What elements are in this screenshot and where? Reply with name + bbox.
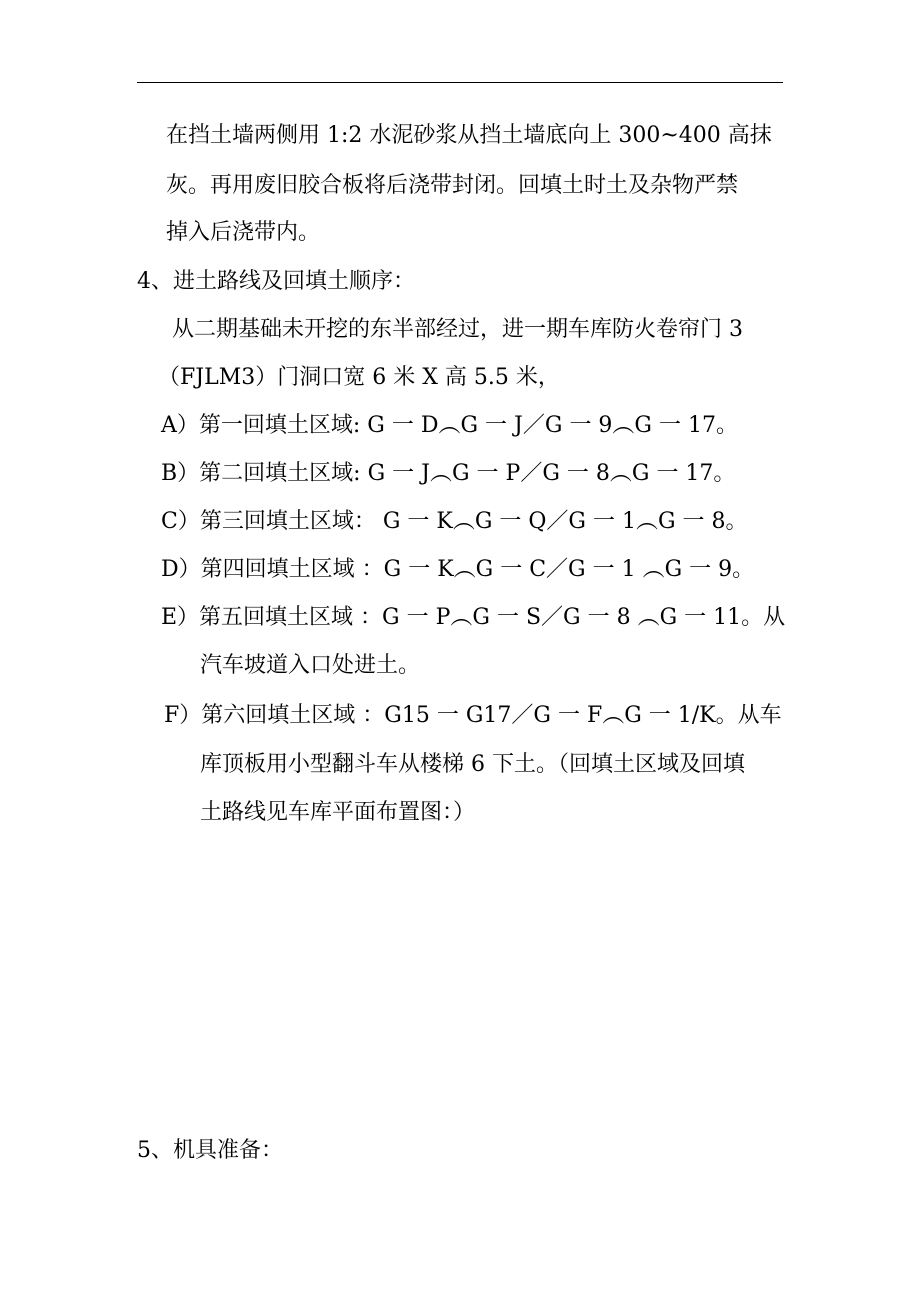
backfill-zone-f-continuation-2: 土路线见车库平面布置图：） <box>200 800 476 825</box>
backfill-zone-e: E）第五回填土区域 ：G 一 P︵G 一 S／G 一 8 ︵G 一 11。从 <box>161 605 786 630</box>
paragraph-line-2: 灰。再用废旧胶合板将后浇带封闭。回填土时土及杂物严禁 <box>166 173 739 198</box>
backfill-zone-a: A）第一回填土区域: G 一 D︵G 一 J／G 一 9︵G 一 17。 <box>161 413 738 438</box>
backfill-zone-b: B）第二回填土区域: G 一 J︵G 一 P／G 一 8︵G 一 17。 <box>161 461 736 486</box>
paragraph-line-3: 掉入后浇带内。 <box>166 220 321 245</box>
section-4-intro-line-1: 从二期基础未开挖的东半部经过，进一期车库防火卷帘门 3 <box>172 317 743 342</box>
section-4-heading: 4、进土路线及回填土顺序： <box>137 269 415 294</box>
backfill-zone-f: F）第六回填土区域 ：G15 一 G17／G 一 F︵G 一 1/K。从车 <box>164 703 782 728</box>
header-rule <box>137 82 783 83</box>
section-4-intro-line-2: （FJLM3）门洞口宽 6 米 X 高 5.5 米， <box>158 365 560 390</box>
backfill-zone-c: C）第三回填土区域： G 一 K︵G 一 Q／G 一 1︵G 一 8。 <box>161 509 748 534</box>
backfill-zone-f-continuation-1: 库顶板用小型翻斗车从楼梯 6 下土。（回填土区域及回填 <box>200 752 745 777</box>
backfill-zone-d: D）第四回填土区域 ：G 一 K︵G 一 C／G 一 1 ︵G 一 9。 <box>161 557 755 582</box>
section-5-heading: 5、机具准备： <box>137 1138 283 1163</box>
backfill-zone-e-continuation: 汽车坡道入口处进土。 <box>200 653 421 678</box>
paragraph-line-1: 在挡土墙两侧用 1:2 水泥砂浆从挡土墙底向上 300~400 高抹 <box>166 123 772 148</box>
